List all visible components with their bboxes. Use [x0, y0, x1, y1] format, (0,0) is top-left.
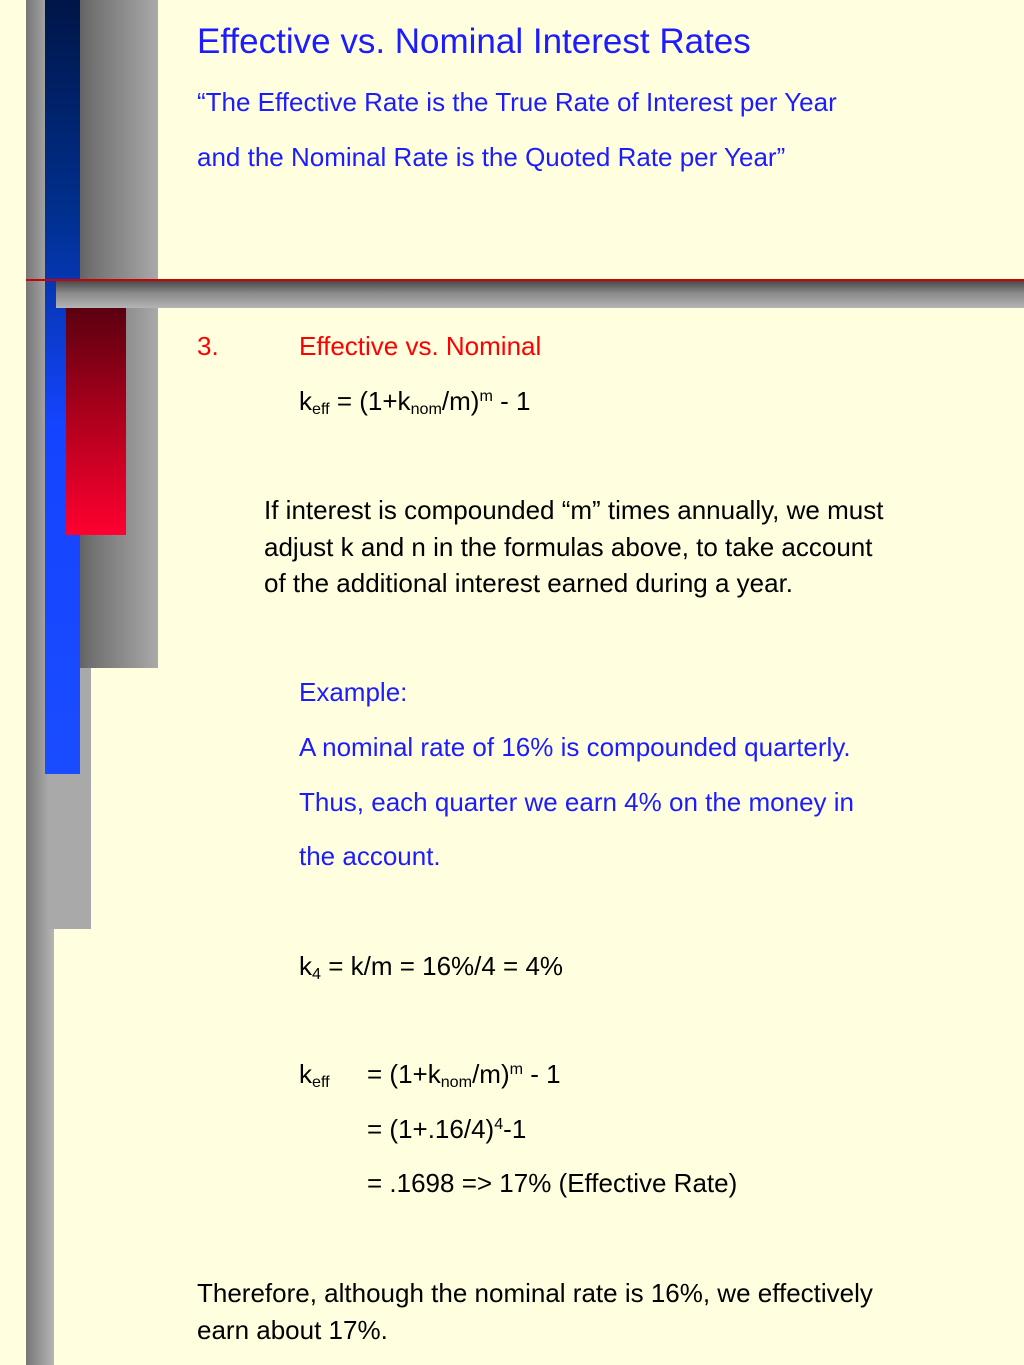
keff-subscript: eff [312, 1073, 330, 1092]
calc-line-1 [367, 1059, 561, 1092]
divider-gray-bar [56, 281, 1024, 308]
calc-line-1-b: /m) [472, 1059, 510, 1089]
subtitle-line-1: “The Effective Rate is the True Rate of Interest per Year [197, 87, 837, 117]
paragraph-line-1: If interest is compounded “m” times annually, we must [264, 495, 884, 525]
page-title: Effective vs. Nominal Interest Rates [197, 22, 751, 61]
formula-eff-subscript: eff [312, 400, 330, 419]
calc-line-1-m: m [509, 1060, 524, 1079]
example-line-2: Thus, each quarter we earn 4% on the money in [299, 787, 854, 817]
calc-line-1-a: = (1+k [367, 1059, 441, 1089]
conclusion-line-1: Therefore, although the nominal rate is 16%, we effectively [197, 1278, 873, 1308]
calc-line-2-c: -1 [503, 1114, 527, 1144]
calc-line-2-exp: 4 [494, 1115, 504, 1134]
example-line-1: A nominal rate of 16% is compounded quarterly. [299, 732, 851, 762]
formula-div: /m) [441, 386, 480, 416]
calc-line-2-a: = (1+.16/4) [367, 1114, 495, 1144]
conclusion-line-2: earn about 17%. [197, 1315, 388, 1345]
subtitle-line-2: and the Nominal Rate is the Quoted Rate per Year” [197, 142, 786, 172]
formula-k: k [299, 386, 312, 416]
k4-subscript: 4 [312, 965, 321, 984]
keff-k: k [299, 1059, 312, 1089]
section-heading: Effective vs. Nominal [299, 331, 542, 361]
paragraph-line-2: adjust k and n in the formulas above, to take account [264, 532, 873, 562]
k4-k: k [299, 951, 312, 981]
formula-eq: = (1+k [329, 386, 411, 416]
keff-label [299, 1059, 330, 1092]
calc-line-1-c: - 1 [523, 1059, 561, 1089]
k4-rest: = k/m = 16%/4 = 4% [320, 951, 564, 981]
formula-nom-subscript: nom [410, 400, 442, 419]
calc-line-3: = .1698 => 17% (Effective Rate) [367, 1168, 738, 1198]
effective-rate-formula [299, 386, 530, 419]
formula-m-exponent: m [479, 387, 493, 406]
k4-calculation [299, 951, 563, 984]
formula-tail: - 1 [492, 386, 531, 416]
decor-red-block [66, 308, 126, 535]
paragraph-line-3: of the additional interest earned during a year. [264, 568, 794, 598]
section-number: 3. [197, 331, 219, 361]
example-line-3: the account. [299, 841, 441, 871]
calc-line-2 [367, 1114, 526, 1145]
calc-line-1-nom: nom [440, 1073, 473, 1092]
example-label: Example: [299, 677, 408, 707]
